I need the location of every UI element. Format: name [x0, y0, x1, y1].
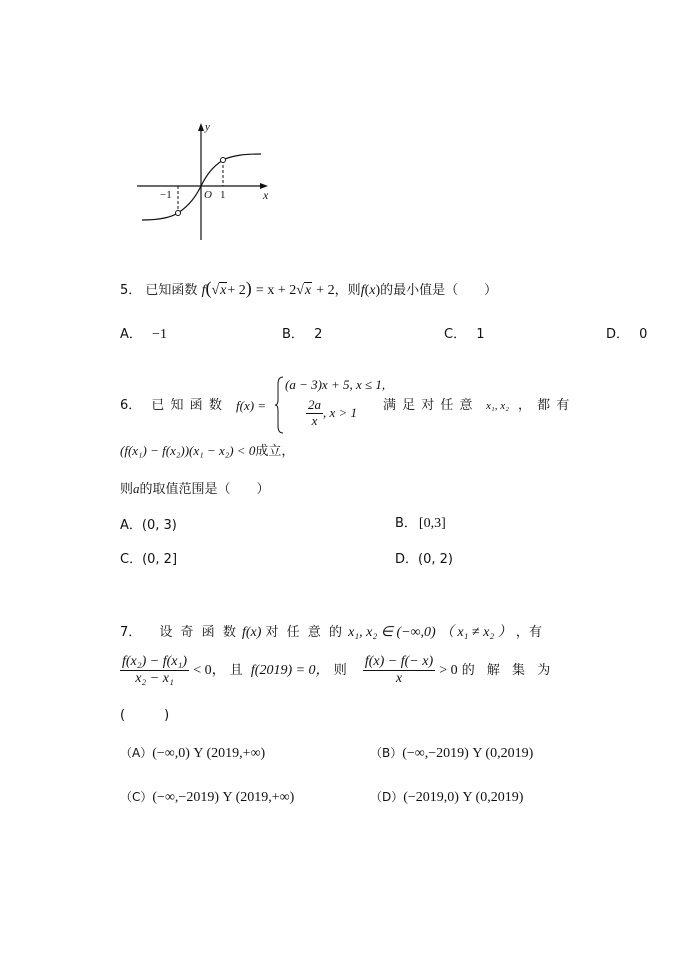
curve-right — [201, 154, 261, 186]
q7-stem-line2: $\frac{\text{f(x₂) − f(x₁)}}{\text{x₂ − x₁}}$ < 0， 且 f(2019) = 0， 则 $\frac{f(x) - f(- x)}{x}$ > 0 的 解 集 为 — [122, 654, 555, 687]
x-axis-label: x — [263, 188, 269, 202]
tick-label-pos1: 1 — [220, 189, 226, 201]
q6-case1: (a − 3)x + 5, x ≤ 1, — [285, 377, 386, 392]
open-point-pos1 — [221, 158, 226, 163]
q6-option-c: C．(0, 2] — [120, 552, 178, 567]
open-point-neg1 — [176, 211, 181, 216]
q6-piecewise-brace — [274, 376, 284, 434]
q6-case2: $\frac{2a}{x}$ , x > 1 — [308, 397, 358, 428]
q5-option-b: B． 2 — [282, 327, 323, 342]
q6-tail: 满 足 对 任 意 — [383, 398, 474, 413]
q6-ask: 则a的取值范围是（ ） — [120, 481, 270, 497]
q5-sqrt-arg: x — [220, 283, 227, 298]
q7-answer-paren: ( ) — [120, 708, 170, 723]
q5-option-c: C． 1 — [444, 327, 485, 342]
q7-option-a: （A）(−∞,0) Y (2019,+∞) — [120, 746, 266, 761]
q5-option-a: A． −1 — [120, 327, 167, 342]
q6-tail2: ， 都 有 — [518, 398, 571, 413]
q5-tail: 的最小值是（ ） — [380, 283, 498, 298]
q5-then: ，则 — [334, 283, 361, 298]
q7-option-d: （D）(−2019,0) Y (0,2019) — [370, 790, 524, 805]
q6-fx: f(x) = — [236, 398, 267, 413]
q6-number-lead: 6． 已 知 函 数 — [120, 398, 223, 413]
q6-option-d: D．(0, 2) — [395, 552, 453, 567]
q6-vars: x₁, x₂ — [486, 400, 509, 412]
q5-option-d: D． 0 — [606, 327, 648, 342]
tick-label-neg1: −1 — [160, 189, 172, 201]
q6-option-a: A．(0, 3) — [120, 518, 177, 533]
q7-stem-line1: 7． 设 奇 函 数 f(x) 对 任 意 的 x₁, x₂ ∈ (−∞,0) （ x₁ ≠ x₂ ） ，有 — [120, 625, 542, 640]
q5-fx-x: x — [369, 283, 376, 298]
function-graph — [0, 0, 688, 260]
q5-lead: 已知函数 — [145, 283, 198, 298]
y-axis-label: y — [205, 121, 210, 133]
y-axis-arrow-icon — [198, 123, 204, 131]
q5-f: f — [201, 283, 206, 298]
q7-fraction-2: $\frac{f(x) - f(- x)}{x}$ — [364, 654, 434, 687]
q7-fraction-1: $\frac{\text{f(x₂) − f(x₁)}}{\text{x₂ − x₁}}$ — [122, 654, 188, 687]
origin-label: O — [204, 189, 212, 201]
q5-number: 5． — [120, 283, 142, 298]
q5-fx-f: f — [360, 283, 365, 298]
q5-rhs-b: + 2 — [316, 283, 335, 298]
q5-rhs-a: = x + 2 — [255, 283, 297, 298]
q6-condition: (f(x₁) − f(x₂))(x₁ − x₂) < 0成立， — [120, 443, 295, 459]
q5-stem: 5． 已知函数 f(√x+ 2) = x + 2√x + 2，则f(x)的最小值是（ ） — [120, 278, 498, 298]
q6-option-b: B． [0,3] — [395, 516, 446, 531]
q7-option-b: （B）(−∞,−2019) Y (0,2019) — [370, 746, 534, 761]
q7-option-c: （C）(−∞,−2019) Y (2019,+∞) — [120, 790, 295, 805]
q5-inner-plus2: + 2 — [227, 283, 246, 298]
